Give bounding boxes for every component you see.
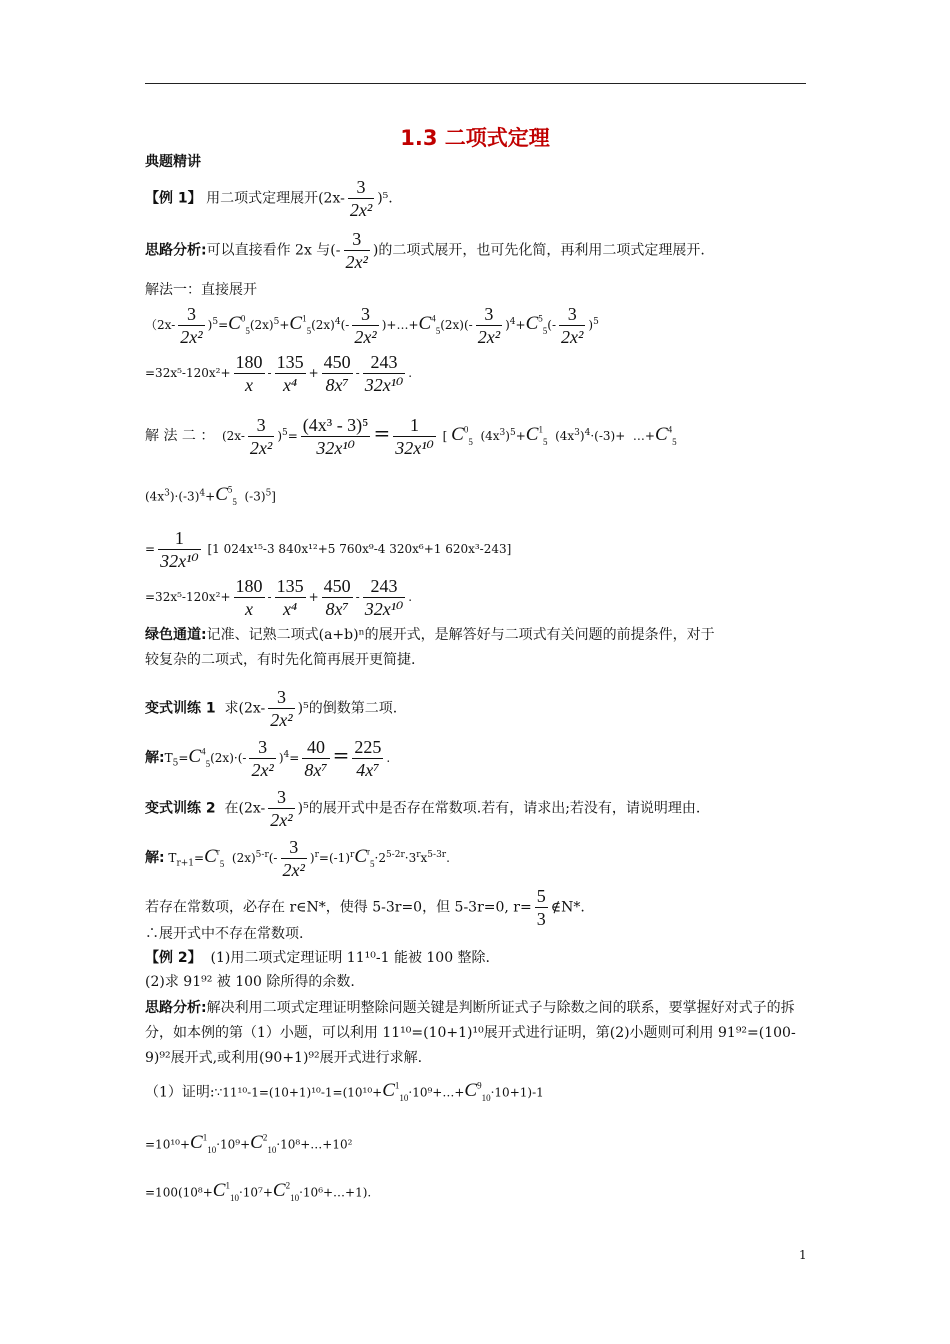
method-2-line: 解 法 二 ： (2x- $\frac{3}{\text{2x²}}$ )$^5$= $\frac{\text{(4x³ - 3)⁵}}{\text{32x¹⁰}}$ = $\frac{1}{\text{32x¹⁰}}$ [ $C^0_5$ $(4x^3)^5+C^1_5$ $(4x^3)^4\cdot(-3)+$ $\dots+C^4_5$ (145, 415, 677, 458)
method-2-continued: $(4x^3)\cdot(-3)^4+C^5_5$ $(-3)^5$] (145, 484, 276, 508)
result-line: =32x⁵-120x²+ $\frac{180}{x}$ - $\frac{135}{\text{x⁴}}$ + $\frac{450}{\text{8x⁷}}$ - $\frac{243}{\text{32x¹⁰}}$ . (145, 576, 413, 619)
proof-line-1: （1）证明$:\because 11^{10}-1=(10+1)^{10}-1=(10^{10}+C^1_{10}\cdot 10^9+\dots+C^9_{10}\cdot 10+1)-1$ (145, 1080, 544, 1104)
result-line: =32x⁵-120x²+ $\frac{180}{x}$ - $\frac{135}{\text{x⁴}}$ + $\frac{450}{\text{8x⁷}}$ - $\frac{243}{\text{32x¹⁰}}$ . (145, 352, 413, 395)
example-tail: )⁵. (377, 190, 393, 207)
expansion-line: （2x- $\frac{3}{\text{2x²}}$ )$^5=C^0_5(2x)^5+C^1_5(2x)^4(-$ $\frac{3}{\text{2x²}}$ )$+\dots+C^4_5(2x)(-$ $\frac{3}{\text{2x²}}$ )$^4+C^5_5(-$ $\frac{3}{\text{2x²}}$ )$^5$ (145, 304, 599, 347)
conclusion: ∴展开式中不存在常数项. (145, 926, 304, 942)
analysis-label: 思路分析: (145, 242, 207, 259)
method-2-expand: = $\frac{1}{\text{32x¹⁰}}$ [1 024x¹⁵-3 840x¹²+5 760x⁹-4 320x⁶+1 620x³-243] (145, 528, 512, 571)
variation-1: 变式训练 1 求(2x- $\frac{3}{\text{2x²}}$ )⁵的倒数第二项. (145, 687, 398, 730)
page-title: 1.3 二项式定理 (400, 126, 550, 150)
variation-2: 变式训练 2 在(2x- $\frac{3}{\text{2x²}}$ )⁵的展开式中是否存在常数项.若有，请求出;若没有，请说明理由. (145, 787, 701, 830)
page-number: 1 (799, 1248, 807, 1262)
example-text: 用二项式定理展开(2x- (206, 190, 345, 207)
green-channel: 绿色通道:记准、记熟二项式(a+b)ⁿ的展开式，是解答好与二项式有关问题的前提条件，对于 较复杂的二项式，有时先化简再展开更简捷. (145, 627, 715, 668)
analysis-2: 思路分析:解决利用二项式定理证明整除问题关键是判断所证式子与除数之间的联系，要掌握好对式子的拆分，如本例的第（1）小题，可以利用 11¹⁰=(10+1)¹⁰展开式进行证明，第(2)小题则可利用 91⁹²=(100-9)⁹²展开式,或利用(90+1)⁹²展开式进行求解. (145, 1000, 796, 1066)
example-1 (145, 176, 393, 221)
fraction: $\frac{3}{\text{2x²}}$ (349, 177, 373, 220)
variation-1-solution: 解$:T_5=C^4_5(2x)\cdot(-$ $\frac{3}{\text{2x²}}$ )$^4$= $\frac{40}{\text{8x⁷}}$ = $\frac{225}{\text{4x⁷}}$ . (145, 737, 391, 780)
binomial-coefficient: $C^0_5$ (228, 313, 250, 336)
proof-line-2: $=10^{10}+C^1_{10}\cdot 10^9+C^2_{10}\cdot 10^8+\dots+10^2$ (145, 1132, 353, 1156)
constant-term-line: 若存在常数项，必存在 r∈N*，使得 5-3r=0，但 5-3r=0, r= $\frac{5}{3}$ ∉N*. (145, 886, 585, 929)
example-2-q2: (2)求 91⁹² 被 100 除所得的余数. (145, 974, 355, 990)
variation-2-solution: 解: $T_{r+1}=C^r_5$ $(2x)^{5-r}(-$ $\frac{3}{\text{2x²}}$ )$^r=(-1)^rC^r_5\cdot 2^{5-2r}\cdot 3^rx^{5-3r}$. (145, 837, 450, 880)
proof-line-3: $=100(10^8+C^1_{10}\cdot 10^7+C^2_{10}\cdot 10^6+\dots+1)$. (145, 1180, 372, 1204)
example-label: 【例 1】 (145, 190, 202, 207)
method-1-heading: 解法一：直接展开 (145, 282, 257, 298)
header-rule (145, 83, 806, 84)
section-heading: 典题精讲 (145, 154, 201, 170)
fraction: $\frac{3}{\text{2x²}}$ (345, 229, 368, 272)
example-2: 【例 2】 (1)用二项式定理证明 11¹⁰-1 能被 100 整除. (145, 950, 491, 966)
analysis-1: 思路分析:可以直接看作 2x 与(- $\frac{3}{\text{2x²}}$ )的二项式展开，也可先化简，再利用二项式定理展开. (145, 229, 705, 272)
